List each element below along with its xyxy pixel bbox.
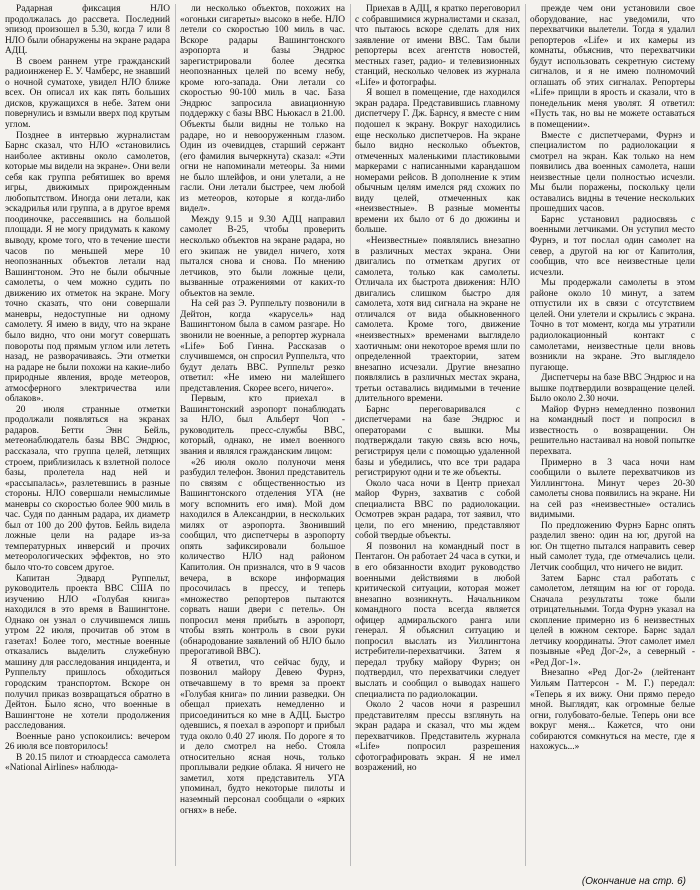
paragraph: Я позвонил на командный пост в Пентагон. Он работает 24 часа в сутки, и в его обязанности входит руководство военными действиями в любой критической ситуации, которая может внезапно возникнуть. Начальником командного поста всегда является офицер адмиральского ранга или генерал. Я объяснил ситуацию и попросил выслать из Уиллингтона истребители-перехватчики. Затем я передал трубку майору Фурнэ; он подтвердил, что перехватчики следует выслать и сообщил о выводах нашего специалиста по радиолокации. [355, 541, 520, 700]
paragraph: Мы продержали самолеты в этом районе около 10 минут, а затем отпустили их в связи с отсутствием целей. Они улетели и скрылись с экрана. Точно в тот момент, когда мы утратили радиолокационный контакт с самолетами, неизвестные цели вновь возникли на экране. Это выглядело пугающе. [530, 278, 695, 373]
paragraph: «Неизвестные» появлялись внезапно в различных местах экрана. Они двигались по отметкам других от самолета, только как самолеты. Отличала их быстрота движения: НЛО двигались слишком быстро для самолета, хотя вид сигнала на экране не отличался от вида обыкновенного самолета. Кроме того, движение «неизвестных» временами выглядело хаотичным: они некоторое время шли по определенной траектории, затем внезапно исчезали. Другие внезапно появлялись в различных местах экрана, третьи оставались видимыми в течение длительного времени. [355, 236, 520, 405]
column-2 [175, 4, 345, 866]
paragraph: Майор Фурнэ немедленно позвонил на командный пост и попросил в известность о возвращении. Он решительно настаивал на новой попытке перехвата. [530, 404, 695, 457]
column-1 [5, 4, 170, 866]
paragraph: 20 июля странные отметки продолжали появляться на экранах радаров. Бетти Энн Бейль, метеонаблюдатель базы ВВС Эндрюс, рассказала, что группа целей, летящих строем, приблизилась к взлетной полосе базы, пролетела над ней и «рассыпалась», разлетевшись в разные стороны. НЛО совершали немыслимые маневры со скоростью более 900 миль в час. Судя по данным радара, их диаметр был от 100 до 200 футов. Бейль видела ложные цели на радаре из-за температурных инверсий и прочих метеорологических эффектов, но это было что-то совсем другое. [5, 404, 170, 573]
paragraph: Я ответил, что сейчас буду, и позвонил майору Девею Фурнэ, отвечавшему в то время за проект «Голубая книга» по линии разведки. Он обещал приехать немедленно и присоединиться ко мне в АДЦ. Быстро одевшись, я поехал в аэропорт и прибыл туда около 0.40 27 июля. По дороге я то и дело смотрел на небо. Стояла относительно ясная ночь, только проплывали редкие облака. Я ничего не заметил, хотя представитель УГА упоминал, будто некоторые пилоты и наземный персонал сообщали о «ярких огнях» в небе. [180, 657, 345, 816]
paragraph: Капитан Эдвард Руппельт, руководитель проекта ВВС США по изучению НЛО «Голубая книга» находился в это время в Вашингтоне. Однако он узнал о случившемся лишь утром 22 июля, прочитав об этом в газетах! Более того, местные военные отказались выделить служебную машину для расследования инцидента, и Руппельту пришлось обходиться городским транспортом. Вскоре он получил приказ возвращаться обратно в Дейтон. Было ясно, что военные в Вашингтоне не хотели продолжения расследования. [5, 573, 170, 732]
paragraph: Диспетчеры на базе ВВС Эндрюс и на вышке подтвердили возвращение целей. Было около 2.30 ночи. [530, 373, 695, 405]
paragraph: В своем раннем утре гражданский радиоинженер Е. У. Чамберс, не знавший о ночной суматохе, увидел НЛО ближе всех. Он описал их как пять больших дисков, кружащихся в небе. Затем они повернулись и взмыли вверх под крутым углом. [5, 56, 170, 131]
paragraph: По предложению Фурнэ Барнс опять разделил звено: один на юг, другой на юг. Он тщетно пытался направить север ный самолет туда, где отмечались цели. Летчик сообщил, что ничего не видит. [530, 520, 695, 573]
column-4 [525, 4, 695, 866]
paragraph: ли несколько объектов, похожих на «огоньки сигареты» высоко в небе. НЛО летели со скоростью 100 миль в час. Вскоре радары Вашингтонского аэропорта и базы Эндрюс зарегистрировали более десятка неопознанных целей по всему небу, кроме юго-запада. Они летали со скоростью 90-100 миль в час. База Эндрюс запросила авиационную поддержку с базы ВВС Ньюкасл в 21.00. Объекты были видны не только на радаре, но и невооруженным глазом. Один из очевидцев, старший сержант (его фамилия вычеркнута) сказал: «Эти огни не напоминали метеоры. За ними не было шлейфов, и они улетали, а не гасли. Они летали быстрее, чем любой из метеоров, которые я когда-либо видел». [180, 4, 345, 215]
paragraph: Приехав в АДЦ, я кратко переговорил с собравшимися журналистами и сказал, что пытаюсь вскоре сделать для них заявление от имени ВВС. Там были репортеры всех агентств новостей, местных газет, радио- и телевизионных станций, несколько человек из журнала «Life» и фотографы. [355, 4, 520, 88]
paragraph: Радарная фиксация НЛО продолжалась до рассвета. Последний эпизод произошел в 5.30, когда 7 или 8 НЛО были обнаружены на экране радара АДЦ. [5, 4, 170, 57]
paragraph: Затем Барнс стал работать с самолетом, летящим на юг от города. Сначала результаты тоже были отрицательными. Тогда Фурнэ указал на скопление примерно из 6 неизвестных целей в южном секторе. Барнс задал летчику координаты. Этот самолет имел позывные «Ред Дог-2», а северный - «Ред Дог-1». [530, 573, 695, 668]
paragraph: В 20.15 пилот и стюардесса самолета «National Airlines» наблюда- [5, 752, 170, 774]
paragraph: Я вошел в помещение, где находился экран радара. Представившись главному диспетчеру Г. Дж. Барнсу, я вместе с ним подошел к экрану. Вокруг находились еще несколько диспетчеров. На экране было видно несколько объектов, отмеченных маленькими пластиковыми маркерами с написанными карандашом номерами рейсов. В дополнение к этим обычным целям имелся ряд схожих по виду целей, отмеченных как «неизвестные». В разные моменты времени их было от 6 до дюжины и больше. [355, 88, 520, 236]
paragraph: Первым, кто приехал в Вашингтонский аэропорт понаблюдать за НЛО, был Альберт Чоп - руководитель пресс-службы ВВС, который, однако, не имел военного звания и являлся гражданским лицом: [180, 394, 345, 457]
paragraph: Около 2 часов ночи я разрешил представителям прессы взглянуть на экран радара и сказал, что мы ждем перехватчиков. Представитель журнала «Life» попросил разрешения сфотографировать экран. Я не имел возражений, но [355, 700, 520, 774]
paragraph: На сей раз Э. Руппельту позвонили в Дейтон, когда «карусель» над Вашингтоном была в самом разгаре. Но звонили не военные, а репортер журнала «Life» Боб Гинна. Рассказав о случившемся, он спросил Руппельта, что будут делать ВВС. Руппельт резко ответил: «Не имею ни малейшего представления. Скорее всего, ничего». [180, 299, 345, 394]
paragraph: Вместе с диспетчерами, Фурнэ и специалистом по радиолокации я смотрел на экран. Как только на нем появились два военных самолета, наши неизвестные цели полностью исчезли. Мы были поражены, поскольку цели оставались видны в течение нескольких прошедших часов. [530, 130, 695, 215]
paragraph: «26 июля около полуночи меня разбудил телефон. Звонил представитель по связям с общественностью из Вашингтонского отделения УГА (не могу вспомнить его имя). Мой дом находился в Александрии, в нескольких милях от аэропорта. Звонивший сообщил, что диспетчеры в аэропорту опять зафиксировали большое количество НЛО над районом Капитолия. Он признался, что в 9 часов вечера, в вскоре информация просочилась в прессу, и теперь «множество репортеров пытаются сорвать наши двери с петель». Он попросил меня прибыть в аэропорт, чтобы взять контроль в свои руки (обнародование заявлений об НЛО было прерогативой ВВС). [180, 457, 345, 658]
paragraph: прежде чем они установили свое оборудование, нас уведомили, что перехватчики вылетели. Тогда я удалил репортеров «Life» и их камеры из комнаты, объяснив, что перехватчики будут использовать секретную систему сигналов, и я не имею полномочий оглашать об этих сигналах. Репортеры «Life» прищли в ярость и сказали, что в понедельник меня уволят. Я ответил: «Пусть так, но вы не можете оставаться в помещении». [530, 4, 695, 131]
continuation-note: (Окончание на стр. 6) [581, 876, 686, 887]
paragraph: Барнс переговаривался с диспетчерами на базе Эндрюс и операторами с вышки. Мы подтверждали такую связь всю ночь, регистрируя цели с помощью удаленной базы и убедились, что все три радара регистрируют одни и те же объекты. [355, 404, 520, 479]
paragraph: Позднее в интервью журналистам Барнс сказал, что НЛО «становились наиболее активны около самолетов, которые мы видели на экране». Они вели себя как группа ребятишек во время игры, движимых прирожденным любопытством. Иногда они летали, как эскадрилья или группа, а в другое время поодиночке, рассеявшись на большой площади. Я не могу придумать к какому выводу, кроме того, что в течение шести часов по меньшей мере 10 неопознанных объектов летали над Вашингтоном. Это не были обычные самолеты, о чем можно судить по движению их отметок на экране. Могу точно сказать, что они совершали маневры, недоступные ни одному самолету. Я имею в виду, что на экране было видно, что они могут совершать повороты под прямым углом или лететь назад, не разворачиваясь. Эти отметки на радаре не были похожи на какие-либо природные явления, вроде метеоров, атмосферного электричества или облаков». [5, 130, 170, 405]
paragraph: Примерно в 3 часа ночи нам сообщили о вылете перехватчиков из Уиллингтона. Минут через 20-30 самолеты снова появились на экране. Ни на сей раз «неизвестные» остались видимыми. [530, 457, 695, 521]
paragraph: Около часа ночи в Центр приехал майор Фурнэ, захватив с собой специалиста ВВС по радиолокации. Осмотрев экран радара, тот заявил, что цели, по его мнению, представляют собой твердые объекты. [355, 478, 520, 542]
column-3 [350, 4, 520, 866]
paragraph: Внезапно «Ред Дог-2» (лейтенант Уильям Паттерсон - М. Г.) передал: «Теперь я их вижу. Они прямо передо мной. Выглядят, как огромные белые огни, голубовато-белые. Теперь они все вокруг меня... Кажется, что они собираются сомкнуться на месте, где я нахожусь...» [530, 668, 695, 753]
paragraph: Военные рано успокоились: вечером 26 июля все повторилось! [5, 731, 170, 753]
article-columns [5, 4, 695, 866]
paragraph: Между 9.15 и 9.30 АДЦ направил самолет B-25, чтобы проверить несколько объектов на экране радара, но его экипаж не увидел ничего, хотя пытался снова и снова. По мнению летчиков, это были ложные цели, вызванные отражениями от каких-то объектов на земле. [180, 214, 345, 299]
paragraph: Барнс установил радиосвязь с военными летчиками. Он уступил место Фурнэ, и тот послал один самолет на север, а другой на юг от Капитолия, сообщив, что все неизвестные цели исчезли. [530, 214, 695, 278]
